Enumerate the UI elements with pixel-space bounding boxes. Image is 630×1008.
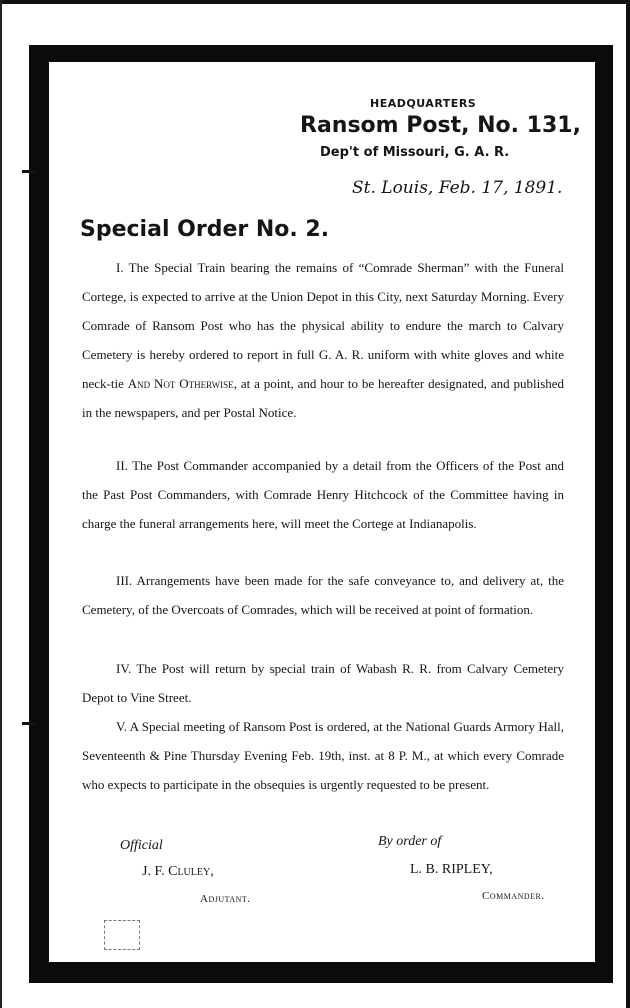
paragraph-2: II. The Post Commander accompanied by a detail from the Officers of the Post and the Past Post Commanders, with Comrade Henry Hitchcock of the Committee having in charge the funeral arrangements here, will meet the Cortege at Indianapolis. <box>82 458 564 531</box>
paragraph-4: IV. The Post will return by special train of Wabash R. R. from Calvary Cemetery Depot to Vine Street. <box>82 661 564 705</box>
department-line: Dep't of Missouri, G. A. R. <box>320 145 510 160</box>
commander-name: L. B. RIPLEY, <box>410 862 493 877</box>
dateline: St. Louis, Feb. 17, 1891. <box>352 178 563 198</box>
scan-edge-right <box>626 0 630 1008</box>
margin-mark <box>22 170 36 173</box>
paragraph-3: III. Arrangements have been made for the safe conveyance to, and delivery at, the Cemetery, of the Overcoats of Comrades, which will be received at point of formation. <box>82 573 564 617</box>
margin-mark <box>22 722 36 725</box>
adjutant-title: Adjutant. <box>200 893 251 905</box>
paragraph-1 <box>82 253 564 427</box>
by-order-label: By order of <box>378 834 442 849</box>
headquarters-heading: HEADQUARTERS <box>370 97 477 110</box>
stamp-mark <box>104 920 140 950</box>
post-name: Ransom Post, No. 131, <box>300 113 581 138</box>
adjutant-name: J. F. Cluley, <box>142 864 214 879</box>
paragraph-1-emphasis: And Not Otherwise <box>127 376 234 391</box>
official-label: Official <box>120 838 163 853</box>
commander-title: Commander. <box>482 890 545 902</box>
paragraph-1-text: I. The Special Train bearing the remains of “Comrade Sherman” with the Funeral Cortege, is expected to arrive at the Union Depot in this City, next Saturday Morning. Every Comrade of Ransom Post who has the physical ability to endure the march to Calvary Cemetery is hereby ordered to report in full G. A. R. uniform with white gloves and white neck-tie <box>82 260 564 391</box>
scan-edge-top <box>0 0 630 4</box>
order-title: Special Order No. 2. <box>80 217 330 242</box>
paragraph-1-tail: , at a point, and hour to be hereafter designated, and published in the newspapers, and per Postal Notice. <box>82 376 565 420</box>
scan-edge-left <box>0 0 2 1008</box>
paragraph-5: V. A Special meeting of Ransom Post is ordered, at the National Guards Armory Hall, Seventeenth & Pine Thursday Evening Feb. 19th, inst. at 8 P. M., at which every Comrade who expects to participate in the obsequies is urgently requested to be present. <box>82 719 564 792</box>
